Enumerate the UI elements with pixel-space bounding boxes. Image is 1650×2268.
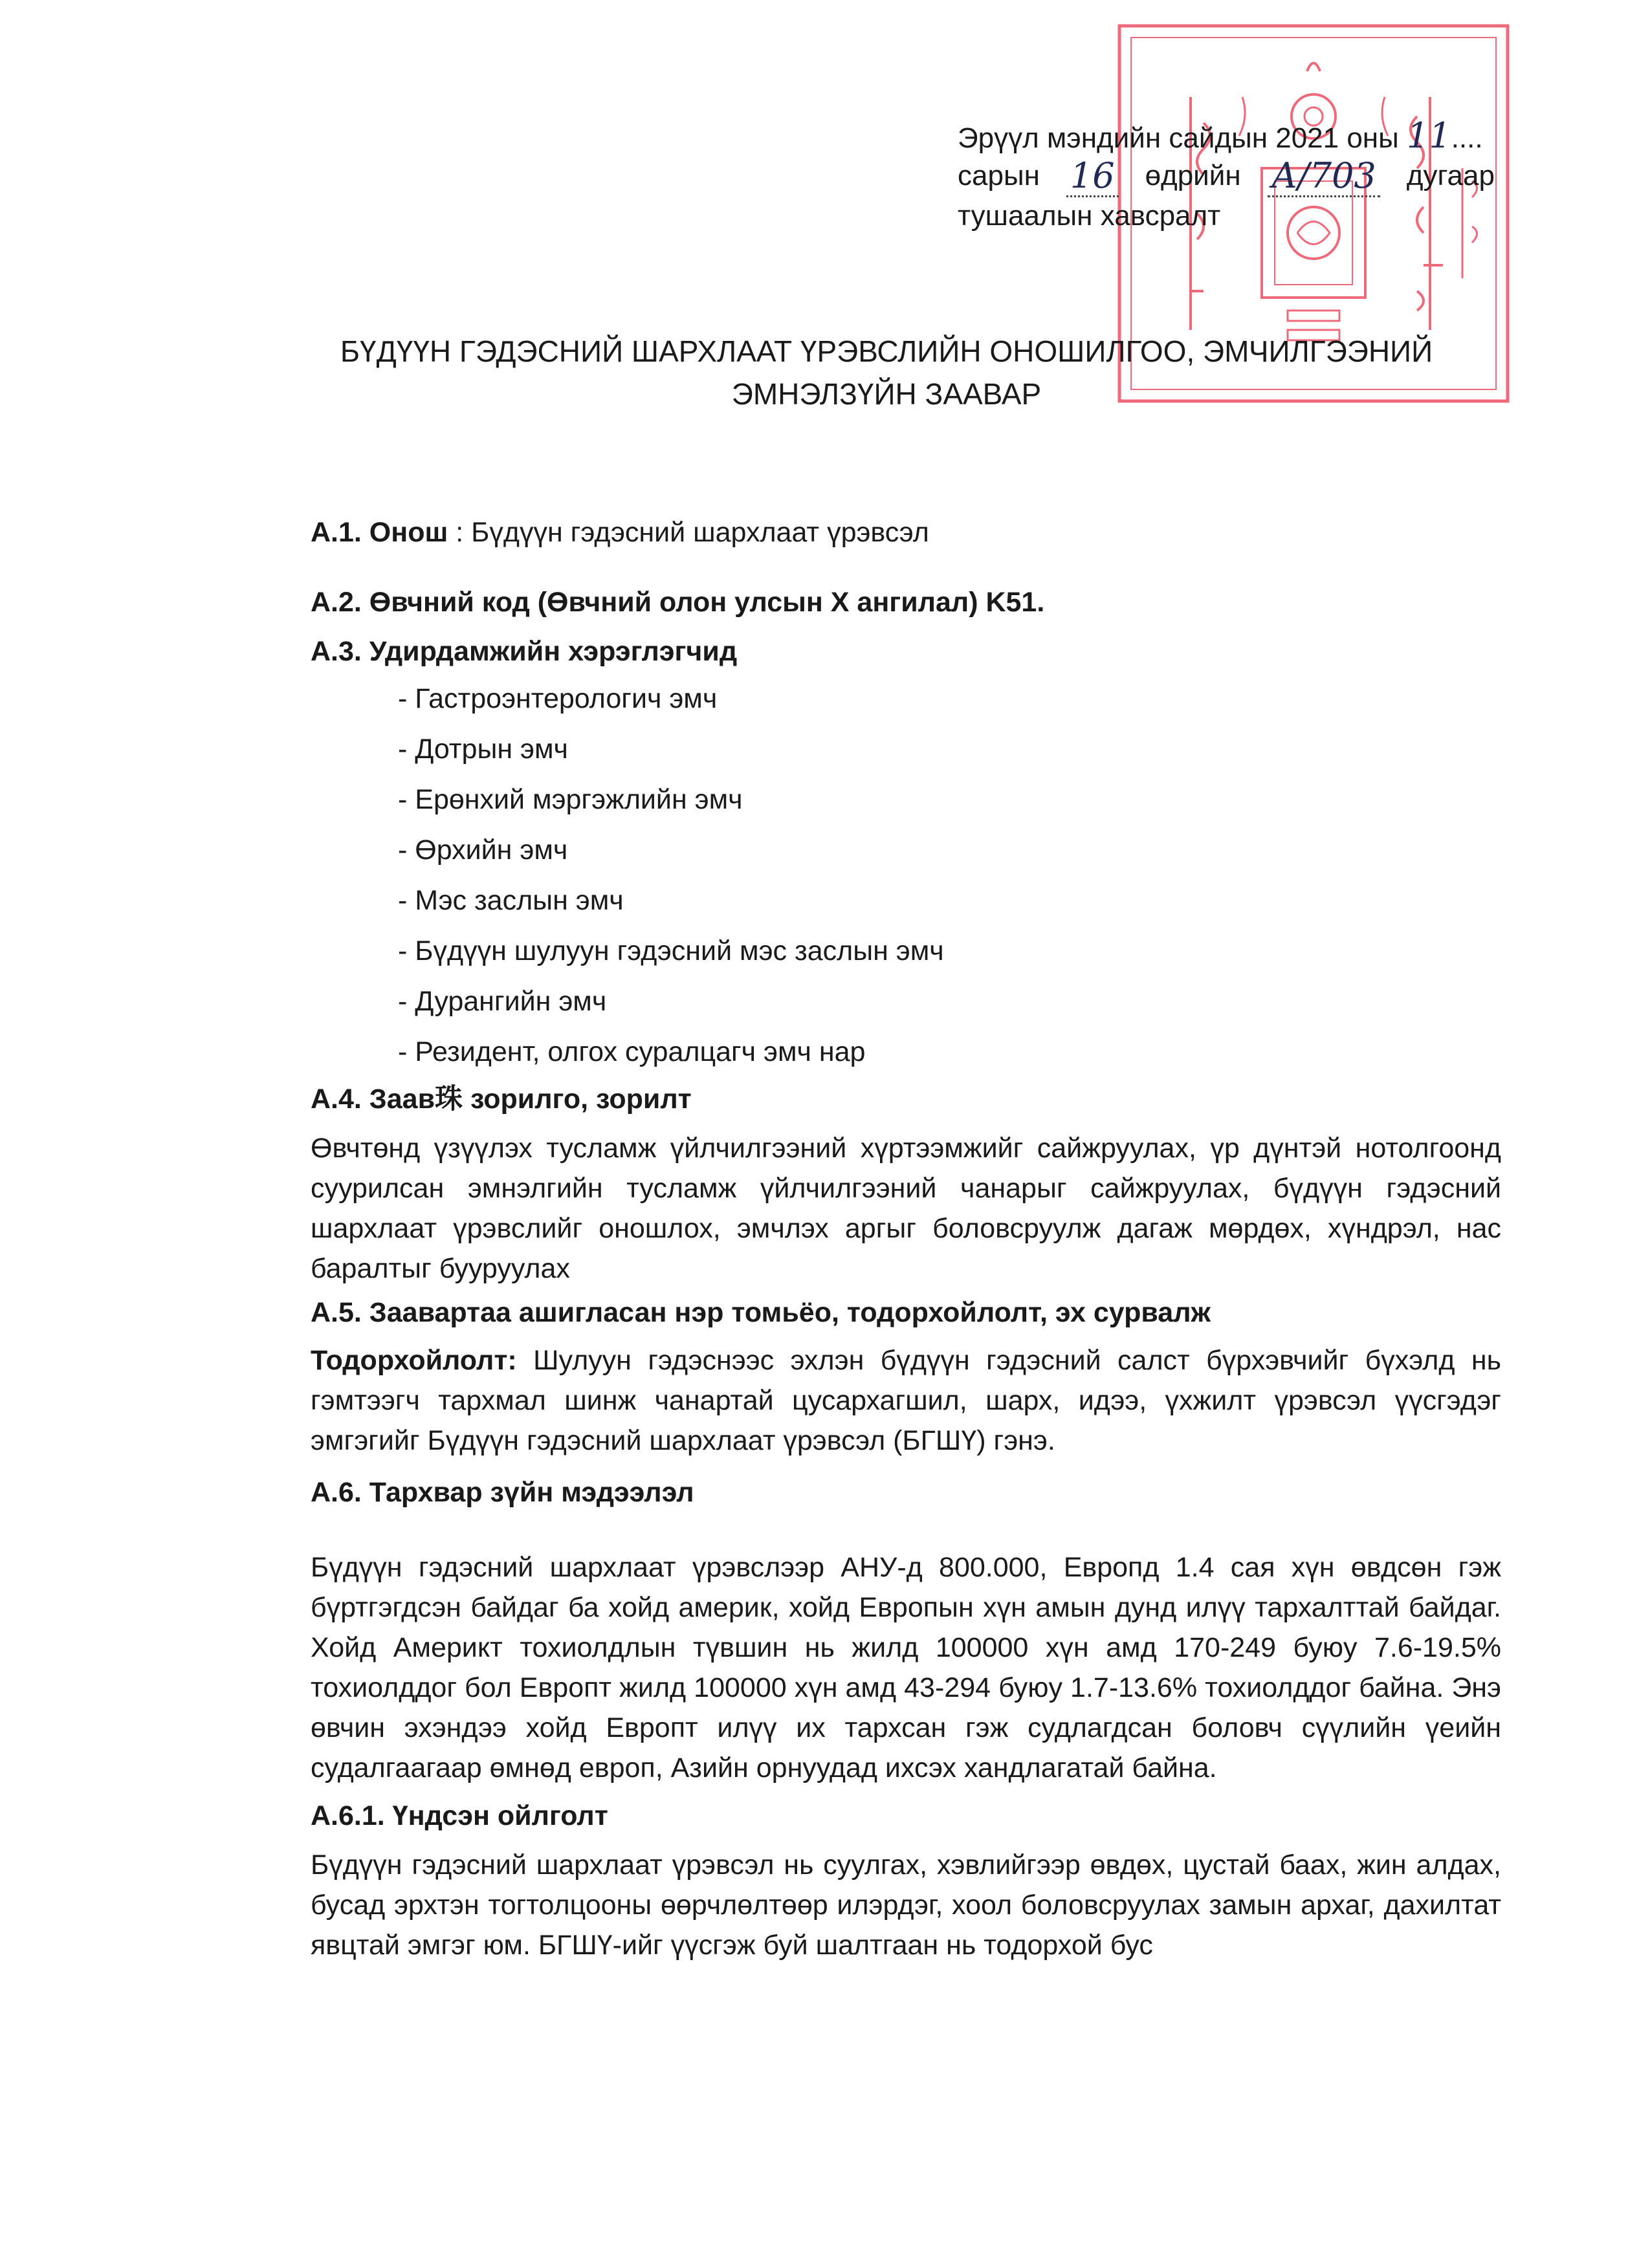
section-a1-heading: А.1. Онош [311,517,448,548]
header-decree-text: Эрүүл мэндийн сайдын 2021 оны [958,122,1399,154]
section-a6-heading: А.6. Тархвар зүйн мэдээлэл [311,1477,694,1508]
list-item: - Резидент, олгох суралцагч эмч нар [398,1036,866,1067]
list-item: - Дурангийн эмч [398,986,607,1017]
section-a4-text: Өвчтөнд үзүүлэх тусламж үйлчилгээний хүртээмжийг сайжруулах, үр дүнтэй нотолгоонд суурилсан эмнэлгийн тусламж үйлчилгээний чанарыг сайжруулах, бүдүүн гэдэсний шархлаат үрэвслийг оношлох, эмчлэх аргыг боловсруулж дагаж мөрдөх, хүндрэл, нас баралтыг бууруулах [311,1133,1501,1284]
section-a1-text: : Бүдүүн гэдэсний шархлаат үрэвсэл [448,517,929,548]
handwritten-order-number: А/703 [1268,157,1380,197]
header-month-word: сарын [958,160,1040,191]
title-line-2: ЭМНЭЛЗҮЙН ЗААВАР [731,377,1042,411]
handwritten-day: 16 [1066,157,1119,197]
section-a61-text: Бүдүүн гэдэсний шархлаат үрэвсэл нь суулгах, хэвлийгээр өвдөх, цустай баах, жин алдах, бусад эрхтэн тогтолцооны өөрчлөлтөөр илэрдэг, хоол боловсруулах замын архаг, дахилтат явцтай эмгэг юм. БГШҮ-ийг үүсгэж буй шалтгаан нь тодорхой бус [311,1849,1501,1961]
list-item: - Гастроэнтерологич эмч [398,683,718,714]
definition-label: Тодорхойлолт: [311,1345,517,1376]
section-a5-definition [311,1340,1501,1461]
header-line-1: Эрүүл мэндийн сайдын 2021 оны 11.... [958,115,1483,156]
list-item: - Бүдүүн шулуун гэдэсний мэс заслын эмч [398,935,944,966]
header-line-2 [958,157,1495,197]
section-a2-heading: А.2. Өвчний код (Өвчний олон улсын X ангилал) K51. [311,587,1045,618]
section-a1 [311,512,1501,552]
header-day-word: өдрийн [1145,160,1241,191]
definition-text: Шулуун гэдэснээс эхлэн бүдүүн гэдэсний салст бүрхэвчийг бүхэлд нь гэмтээгч тархмал шинж чанартай цусархагшил, шарх, идээ, үхжилт үрэвсэл үүсгэдэг эмгэгийг Бүдүүн гэдэсний шархлаат үрэвсэл (БГШҮ) гэнэ. [311,1345,1501,1456]
header-line-3: тушаалын хавсралт [958,200,1221,232]
section-a5-heading: А.5. Заавартаа ашигласан нэр томьёо, тодорхойлолт, эх сурвалж [311,1297,1211,1328]
section-a61-heading: А.6.1. Үндсэн ойлголт [311,1800,608,1831]
section-a4-heading: А.4. Заав珠 зорилго, зорилт [311,1084,692,1115]
list-item: - Мэс заслын эмч [398,885,624,916]
list-item: - Ерөнхий мэргэжлийн эмч [398,784,743,815]
document-title [272,330,1501,415]
handwritten-month: 11 [1406,115,1451,156]
header-number-word: дугаар [1406,160,1495,191]
list-item: - Дотрын эмч [398,734,568,765]
title-line-1: БҮДҮҮН ГЭДЭСНИЙ ШАРХЛААТ ҮРЭВСЛИЙН ОНОШИЛГОО, ЭМЧИЛГЭЭНИЙ [340,334,1433,368]
section-a3-heading: А.3. Удирдамжийн хэрэглэгчид [311,636,738,667]
section-a6-text: Бүдүүн гэдэсний шархлаат үрэвслээр АНУ-д 800.000, Европд 1.4 сая хүн өвдсөн гэж бүртгэгдсэн байдаг ба хойд америк, хойд Европын хүн амын дунд илүү тархалттай байдаг. Хойд Америкт тохиолдлын түвшин нь жилд 100000 хүн амд 170-249 буюу 7.6-19.5% тохиолддог бол Европт жилд 100000 хүн амд 43-294 буюу 1.7-13.6% тохиолддог байна. Энэ өвчин эхэндээ хойд Европт илүү их тархсан гэж судлагдсан боловч сүүлийн үеийн судалгаагаар өмнөд европ, Азийн орнуудад ихсэх хандлагатай байна. [311,1552,1501,1783]
list-item: - Өрхийн эмч [398,834,568,866]
